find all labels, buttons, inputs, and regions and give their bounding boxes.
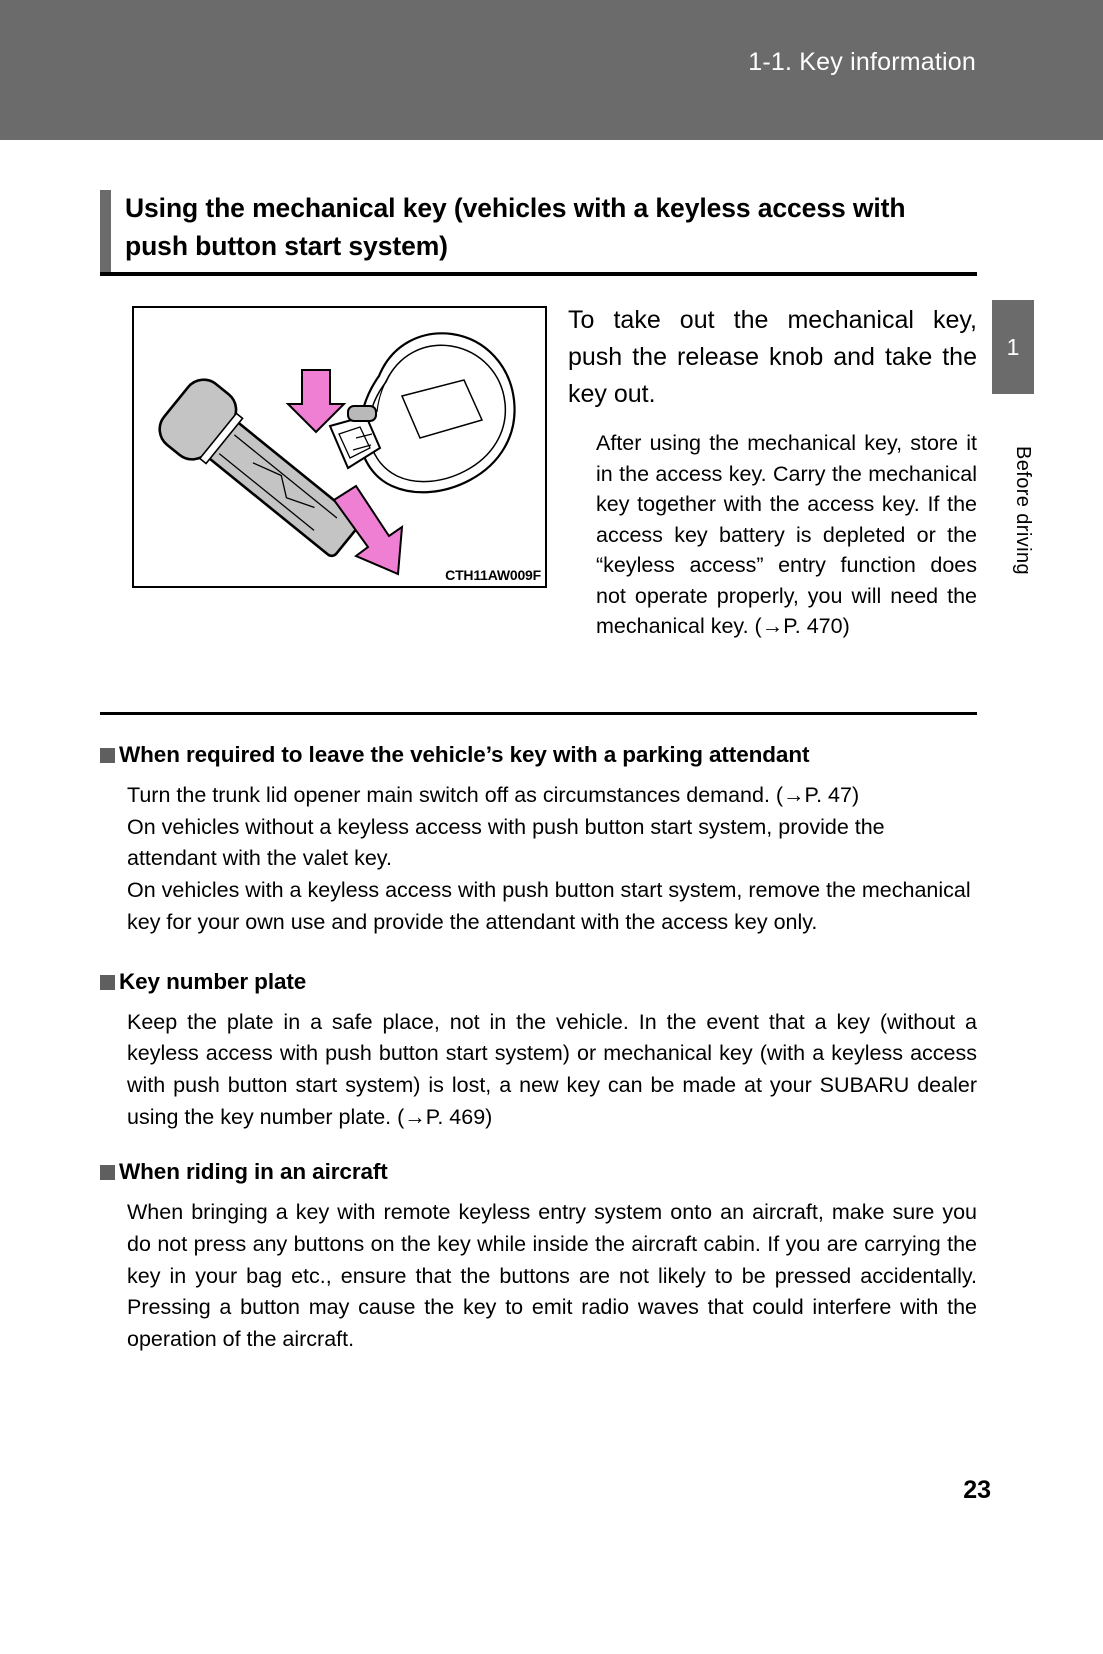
chapter-reference: 1-1. Key information bbox=[748, 48, 976, 76]
chapter-tab-number: 1 bbox=[1006, 333, 1020, 360]
section-heading-key-number-plate bbox=[100, 969, 977, 995]
paragraph-parking-attendant-3: On vehicles with a keyless access with push button start system, remove the mechanical key for your own use and provide the attendant with the access key only. bbox=[127, 878, 971, 934]
square-bullet-icon bbox=[100, 975, 115, 990]
section-heading-parking-attendant bbox=[100, 742, 977, 768]
square-bullet-icon bbox=[100, 748, 115, 763]
section-title-line-2: push button start system) bbox=[125, 230, 448, 261]
lead-instruction-block bbox=[568, 302, 977, 412]
paragraph-aircraft-1: When bringing a key with remote keyless entry system onto an aircraft, make sure you do not press any buttons on the key while inside the aircraft cabin. If you are carrying the key in your bag etc., ensure that the buttons are not likely to be pressed accidentally. Pressing a button may cause the key to emit radio waves that could interfere with the operation of the aircraft. bbox=[127, 1200, 977, 1352]
section-heading-label: When required to leave the vehicle’s key with a parking attendant bbox=[119, 742, 810, 767]
paragraph-key-number-plate-1: Keep the plate in a safe place, not in the vehicle. In the event that a key (without a keyless access with push button start system) or mechanical key (with a keyless access with push button start system) is lost, a new key can be made at your SUBARU dealer using the key number plate. (→P. 469) bbox=[127, 1009, 977, 1129]
section-title bbox=[125, 190, 905, 272]
section-heading-label: When riding in an aircraft bbox=[119, 1159, 388, 1185]
key-removal-illustration bbox=[132, 306, 547, 588]
section-heading-aircraft bbox=[100, 1159, 977, 1185]
detail-note-text: After using the mechanical key, store it in the access key. Carry the mechanical key together with the access key. If the access key battery is depleted or the “keyless access” entry function does not operate properly, you will need the mechanical key. (→P. 470) bbox=[596, 431, 977, 639]
fob-outer-shell bbox=[360, 333, 515, 492]
chapter-tab-marker bbox=[992, 300, 1034, 394]
figure-code-label: CTH11AW009F bbox=[440, 566, 544, 585]
section-title-box bbox=[100, 190, 977, 276]
section-divider bbox=[100, 712, 977, 715]
section-title-accent-bar bbox=[100, 190, 111, 272]
paragraph-parking-attendant-2: On vehicles without a keyless access with push button start system, provide the attendant with the valet key. bbox=[127, 814, 885, 871]
section-title-line-1: Using the mechanical key (vehicles with a keyless access with bbox=[125, 193, 906, 223]
square-bullet-icon bbox=[100, 1165, 115, 1180]
paragraph-parking-attendant-1: Turn the trunk lid opener main switch off as circumstances demand. (→P. 47) bbox=[127, 783, 860, 807]
mechanical-key bbox=[152, 372, 372, 571]
page-header-band bbox=[0, 0, 1103, 140]
push-release-arrow-icon bbox=[288, 370, 344, 432]
key-fob-drawing bbox=[134, 308, 545, 586]
release-knob bbox=[348, 406, 376, 421]
section-heading-label: Key number plate bbox=[119, 968, 307, 994]
notes-body bbox=[100, 742, 977, 1356]
lead-instruction-text: To take out the mechanical key, push the release knob and take the key out. bbox=[568, 306, 977, 408]
page-number: 23 bbox=[963, 1476, 991, 1504]
chapter-tab-label: Before driving bbox=[1012, 445, 1034, 575]
